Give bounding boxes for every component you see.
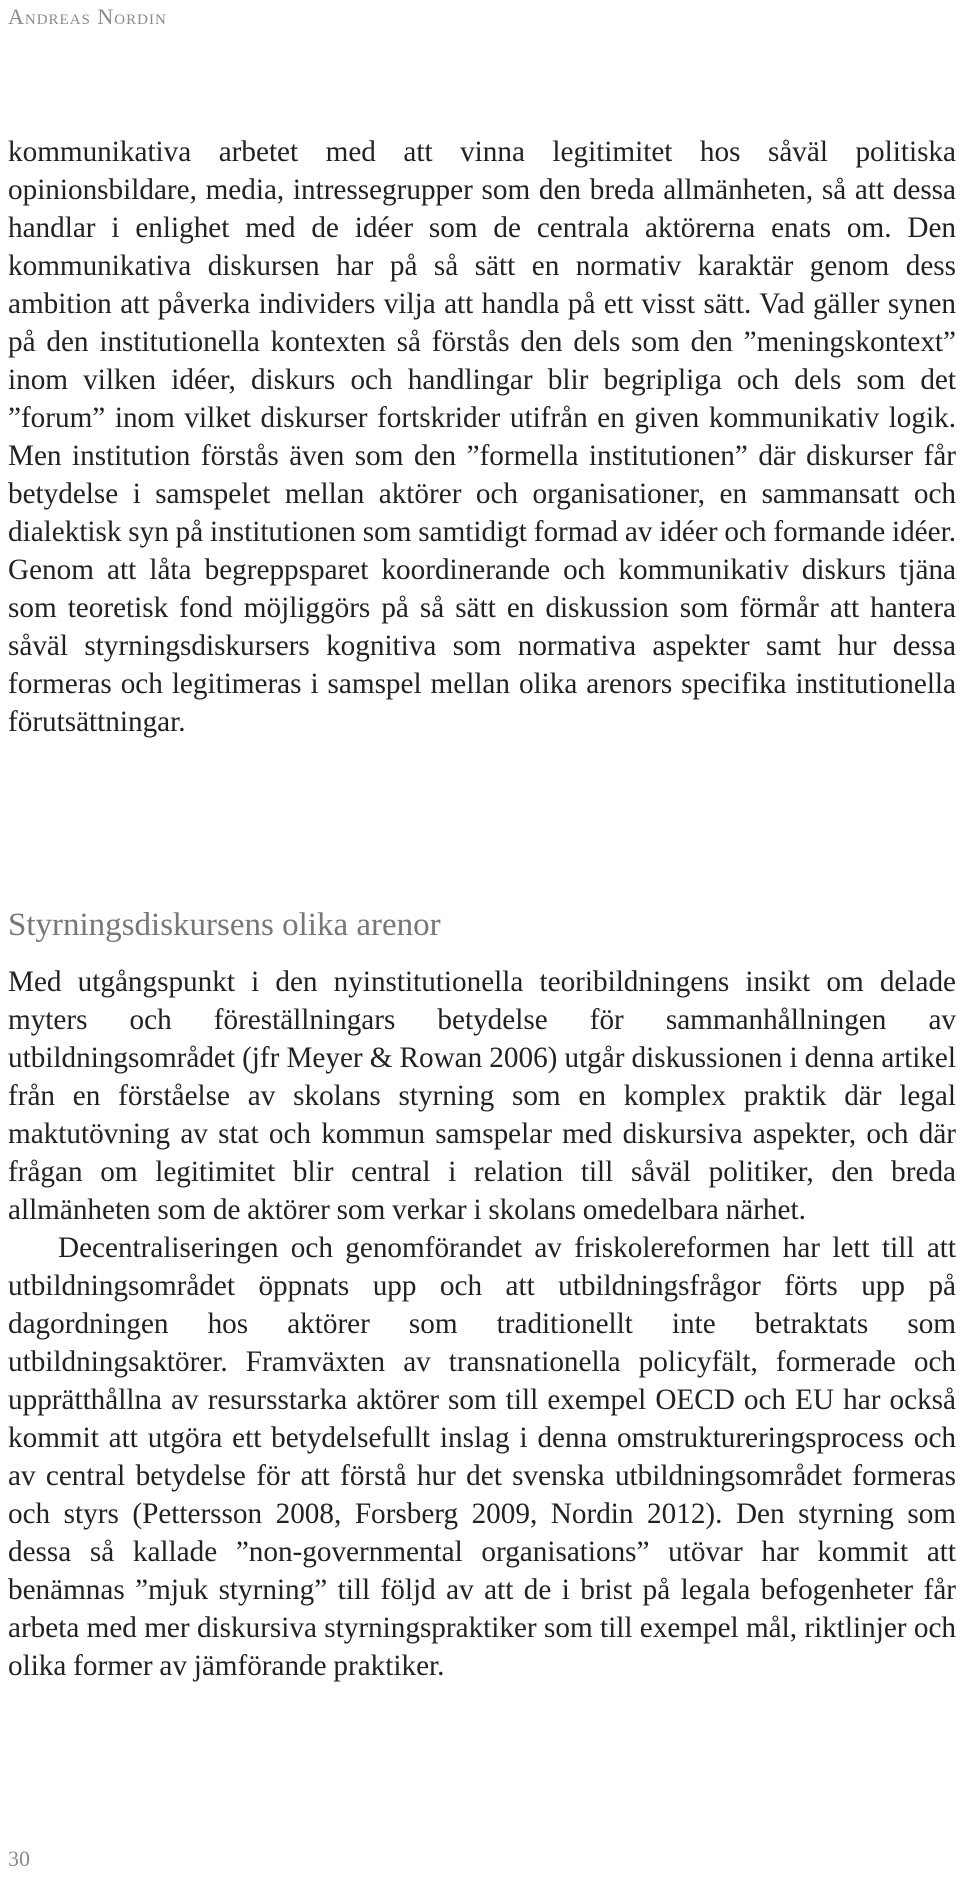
paragraph: Decentraliseringen och genomförandet av friskolereformen har lett till att utbildningsområdet öppnats upp och att utbildningsfrågor förts upp på dagordningen hos aktörer som traditionellt inte betraktats som utbildningsaktörer. Framväxten av transnationella policyfält, formerade och upprätthållna av resursstarka aktörer som till exempel OECD och EU har också kommit att utgöra ett betydelsefullt inslag i denna omstruktureringsprocess och av central betydelse för att förstå hur det svenska utbildningsområdet formeras och styrs (Pettersson 2008, Forsberg 2009, Nordin 2012). Den styrning som dessa så kallade ”non-governmental organisations” utövar har kommit att benämnas ”mjuk styrning” till följd av att de i brist på legala befogenheter får arbeta med mer diskursiva styrningspraktiker som till exempel mål, riktlinjer och olika former av jämförande praktiker. — [8, 1232, 956, 1682]
section-1-body — [8, 133, 956, 741]
page-number: 30 — [8, 1846, 30, 1871]
section-heading: Styrningsdiskursens olika arenor — [8, 907, 441, 943]
paragraph: kommunikativa arbetet med att vinna legitimitet hos såväl politiska opinionsbildare, media, intressegrupper som den breda allmänheten, så att dessa handlar i enlighet med de idéer som de centrala aktörerna enats om. Den kommunikativa diskursen har på så sätt en normativ karaktär genom dess ambition att påverka individers vilja att handla på ett visst sätt. Vad gäller synen på den institutionella kontexten så förstås den dels som den ”meningskontext” inom vilken idéer, diskurs och handlingar blir begripliga och dels som det ”forum” inom vilket diskurser fortskrider utifrån en given kommunikativ logik. Men institution förstås även som den ”formella institutionen” där diskurser får betydelse i samspelet mellan aktörer och organisationer, en sammansatt och dialektisk syn på institutionen som samtidigt formad av idéer och formande idéer. Genom att låta begreppsparet koordinerande och kommunikativ diskurs tjäna som teoretisk fond möjliggörs på så sätt en diskussion som förmår att hantera såväl styrningsdiskursers kognitiva som normativa aspekter samt hur dessa formeras och legitimeras i samspel mellan olika arenors specifika institutionella förutsättningar. — [8, 136, 956, 738]
running-head: Andreas Nordin — [8, 4, 167, 29]
section-2-body — [8, 963, 956, 1685]
paragraph: Med utgångspunkt i den nyinstitutionella teoribildningens insikt om delade myters och föreställningars betydelse för sammanhållningen av utbildningsområdet (jfr Meyer & Rowan 2006) utgår diskussionen i denna artikel från en förståelse av skolans styrning som en komplex praktik där legal maktutövning av stat och kommun samspelar med diskursiva aspekter, och där frågan om legitimitet blir central i relation till såväl politiker, den breda allmänheten som de aktörer som verkar i skolans omedelbara närhet. — [8, 966, 956, 1226]
